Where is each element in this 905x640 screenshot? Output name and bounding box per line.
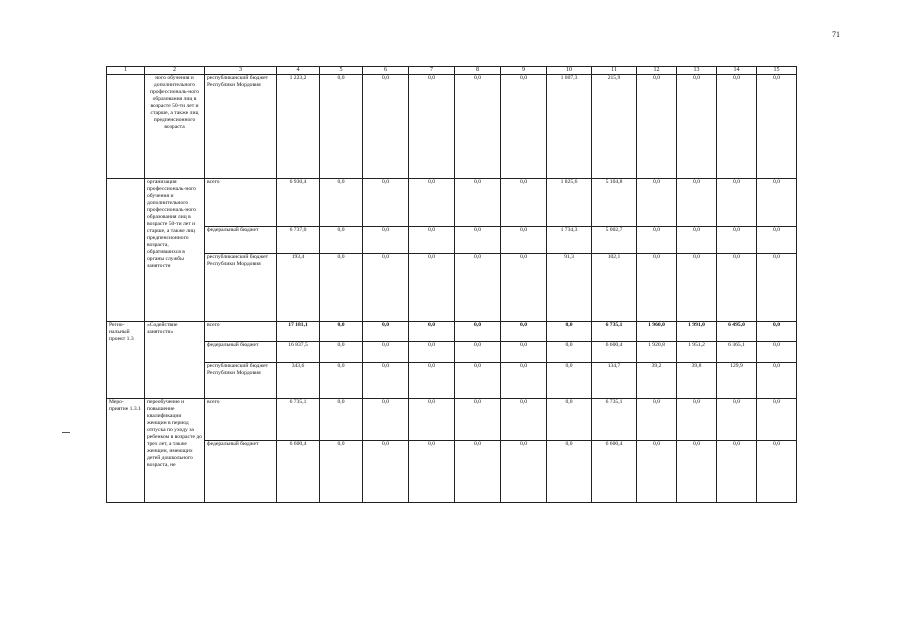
table-row xyxy=(107,75,797,179)
value-cell: 0,0 xyxy=(757,227,797,254)
value-cell: 0,0 xyxy=(637,227,677,254)
value-cell: 129,9 xyxy=(717,363,757,399)
table-row xyxy=(107,254,797,322)
value-cell: 0,0 xyxy=(455,179,501,227)
row-group-cell xyxy=(107,179,145,322)
value-cell: 1 991,0 xyxy=(677,322,717,342)
value-cell: 0,0 xyxy=(547,363,592,399)
header-cell: 10 xyxy=(547,67,592,75)
value-cell: 0,0 xyxy=(363,322,409,342)
value-cell: 0,0 xyxy=(320,342,363,363)
value-cell: 6 600,4 xyxy=(277,441,320,503)
value-cell: 1 223,2 xyxy=(277,75,320,179)
value-cell: 0,0 xyxy=(363,227,409,254)
value-cell: 0,0 xyxy=(757,179,797,227)
value-cell: 0,0 xyxy=(363,399,409,441)
value-cell: 0,0 xyxy=(320,254,363,322)
value-cell: 6 600,4 xyxy=(592,342,637,363)
table-row xyxy=(107,441,797,503)
header-cell: 1 xyxy=(107,67,145,75)
value-cell: 16 837,5 xyxy=(277,342,320,363)
page-number: 71 xyxy=(832,30,840,39)
value-cell: 0,0 xyxy=(320,441,363,503)
value-cell: 0,0 xyxy=(637,75,677,179)
value-cell: 343,6 xyxy=(277,363,320,399)
funding-source: федеральный бюджет xyxy=(205,227,277,254)
table-row xyxy=(107,227,797,254)
value-cell: 0,0 xyxy=(320,179,363,227)
value-cell: 0,0 xyxy=(717,179,757,227)
value-cell: 0,0 xyxy=(677,179,717,227)
value-cell: 0,0 xyxy=(757,75,797,179)
value-cell: 0,0 xyxy=(455,342,501,363)
value-cell: 5 104,8 xyxy=(592,179,637,227)
value-cell: 0,0 xyxy=(501,441,547,503)
funding-source: республиканский бюджет Республики Мордовия xyxy=(205,75,277,179)
value-cell: 0,0 xyxy=(501,399,547,441)
value-cell: 0,0 xyxy=(757,441,797,503)
header-cell: 9 xyxy=(501,67,547,75)
value-cell: 0,0 xyxy=(717,254,757,322)
value-cell: 1 960,0 xyxy=(637,322,677,342)
value-cell: 0,0 xyxy=(363,363,409,399)
value-cell: 0,0 xyxy=(637,399,677,441)
value-cell: 0,0 xyxy=(455,227,501,254)
header-cell: 4 xyxy=(277,67,320,75)
value-cell: 0,0 xyxy=(501,322,547,342)
header-cell: 15 xyxy=(757,67,797,75)
budget-table xyxy=(106,66,797,503)
value-cell: 0,0 xyxy=(409,179,455,227)
header-cell: 5 xyxy=(320,67,363,75)
value-cell: 102,1 xyxy=(592,254,637,322)
value-cell: 0,0 xyxy=(363,441,409,503)
value-cell: 0,0 xyxy=(757,254,797,322)
value-cell: 0,0 xyxy=(455,75,501,179)
value-cell: 0,0 xyxy=(501,75,547,179)
value-cell: 0,0 xyxy=(501,227,547,254)
value-cell: 0,0 xyxy=(757,342,797,363)
measure-description: «Содействие занятости» xyxy=(145,322,205,399)
value-cell: 5 002,7 xyxy=(592,227,637,254)
value-cell: 0,0 xyxy=(547,342,592,363)
measure-description: организация профессиональ-ного обучения и дополнительного профессиональ-ного образования лиц в возрасте 50-ти лет и старше, а также лиц предпенсионного возраста, обратившихся в органы службы занятости xyxy=(145,179,205,322)
value-cell: 0,0 xyxy=(409,254,455,322)
funding-source: всего xyxy=(205,322,277,342)
value-cell: 0,0 xyxy=(409,342,455,363)
value-cell: 6 930,4 xyxy=(277,179,320,227)
value-cell: 39,2 xyxy=(637,363,677,399)
header-cell: 2 xyxy=(145,67,205,75)
value-cell: 0,0 xyxy=(677,227,717,254)
value-cell: 0,0 xyxy=(455,322,501,342)
value-cell: 134,7 xyxy=(592,363,637,399)
value-cell: 6 737,0 xyxy=(277,227,320,254)
value-cell: 0,0 xyxy=(320,363,363,399)
funding-source: республиканский бюджет Республики Мордовия xyxy=(205,363,277,399)
value-cell: 0,0 xyxy=(717,75,757,179)
row-group-cell xyxy=(107,75,145,179)
value-cell: 6 735,1 xyxy=(592,322,637,342)
value-cell: 0,0 xyxy=(363,254,409,322)
value-cell: 0,0 xyxy=(757,363,797,399)
value-cell: 1 007,3 xyxy=(547,75,592,179)
value-cell: 0,0 xyxy=(637,179,677,227)
table-row xyxy=(107,322,797,342)
value-cell: 0,0 xyxy=(501,342,547,363)
value-cell: 6 735,1 xyxy=(277,399,320,441)
value-cell: 0,0 xyxy=(677,75,717,179)
funding-source: всего xyxy=(205,399,277,441)
value-cell: 0,0 xyxy=(717,227,757,254)
measure-description: ного обучения и дополнительного профессиональ-ного образования лиц в возрасте 50-ти лет и старше, а также лиц предпенсионного возраста xyxy=(145,75,205,179)
funding-source: республиканский бюджет Республики Мордовия xyxy=(205,254,277,322)
value-cell: 17 181,1 xyxy=(277,322,320,342)
funding-source: федеральный бюджет xyxy=(205,342,277,363)
value-cell: 0,0 xyxy=(501,254,547,322)
value-cell: 1 920,8 xyxy=(637,342,677,363)
value-cell: 0,0 xyxy=(409,399,455,441)
value-cell: 215,9 xyxy=(592,75,637,179)
value-cell: 1 951,2 xyxy=(677,342,717,363)
header-cell: 6 xyxy=(363,67,409,75)
measure-label: Меро-приятие 1.3.1 xyxy=(107,399,145,503)
project-label: Регио-нальный проект 1.3 xyxy=(107,322,145,399)
value-cell: 0,0 xyxy=(717,399,757,441)
value-cell: 0,0 xyxy=(547,322,592,342)
value-cell: 0,0 xyxy=(637,254,677,322)
value-cell: 0,0 xyxy=(409,227,455,254)
value-cell: 0,0 xyxy=(320,75,363,179)
scan-artifact-mark xyxy=(62,432,70,433)
table-row xyxy=(107,399,797,441)
value-cell: 0,0 xyxy=(363,342,409,363)
value-cell: 6 495,0 xyxy=(717,322,757,342)
header-cell: 3 xyxy=(205,67,277,75)
value-cell: 0,0 xyxy=(455,254,501,322)
funding-source: федеральный бюджет xyxy=(205,441,277,503)
column-number-row xyxy=(107,67,797,75)
value-cell: 39,8 xyxy=(677,363,717,399)
funding-source: всего xyxy=(205,179,277,227)
value-cell: 91,3 xyxy=(547,254,592,322)
header-cell: 11 xyxy=(592,67,637,75)
value-cell: 0,0 xyxy=(677,399,717,441)
value-cell: 1 825,6 xyxy=(547,179,592,227)
value-cell: 0,0 xyxy=(363,75,409,179)
value-cell: 193,4 xyxy=(277,254,320,322)
value-cell: 0,0 xyxy=(409,441,455,503)
value-cell: 0,0 xyxy=(455,399,501,441)
value-cell: 0,0 xyxy=(320,399,363,441)
value-cell: 0,0 xyxy=(409,363,455,399)
header-cell: 14 xyxy=(717,67,757,75)
header-cell: 7 xyxy=(409,67,455,75)
header-cell: 13 xyxy=(677,67,717,75)
value-cell: 0,0 xyxy=(409,75,455,179)
header-cell: 8 xyxy=(455,67,501,75)
value-cell: 6 365,1 xyxy=(717,342,757,363)
value-cell: 0,0 xyxy=(547,399,592,441)
value-cell: 0,0 xyxy=(455,441,501,503)
table-row xyxy=(107,363,797,399)
value-cell: 6 600,4 xyxy=(592,441,637,503)
table-row xyxy=(107,179,797,227)
value-cell: 0,0 xyxy=(409,322,455,342)
value-cell: 0,0 xyxy=(320,227,363,254)
header-cell: 12 xyxy=(637,67,677,75)
value-cell: 0,0 xyxy=(455,363,501,399)
value-cell: 0,0 xyxy=(757,322,797,342)
value-cell: 0,0 xyxy=(501,363,547,399)
value-cell: 0,0 xyxy=(501,179,547,227)
table-row xyxy=(107,342,797,363)
value-cell: 6 735,1 xyxy=(592,399,637,441)
value-cell: 1 734,3 xyxy=(547,227,592,254)
value-cell: 0,0 xyxy=(677,441,717,503)
value-cell: 0,0 xyxy=(717,441,757,503)
value-cell: 0,0 xyxy=(757,399,797,441)
measure-description: переобучение и повышение квалификации женщин в период отпуска по уходу за ребенком в возрасте до трех лет, а также женщин, имеющих детей дошкольного возраста, не xyxy=(145,399,205,503)
value-cell: 0,0 xyxy=(677,254,717,322)
value-cell: 0,0 xyxy=(363,179,409,227)
value-cell: 0,0 xyxy=(320,322,363,342)
value-cell: 0,0 xyxy=(637,441,677,503)
value-cell: 0,0 xyxy=(547,441,592,503)
